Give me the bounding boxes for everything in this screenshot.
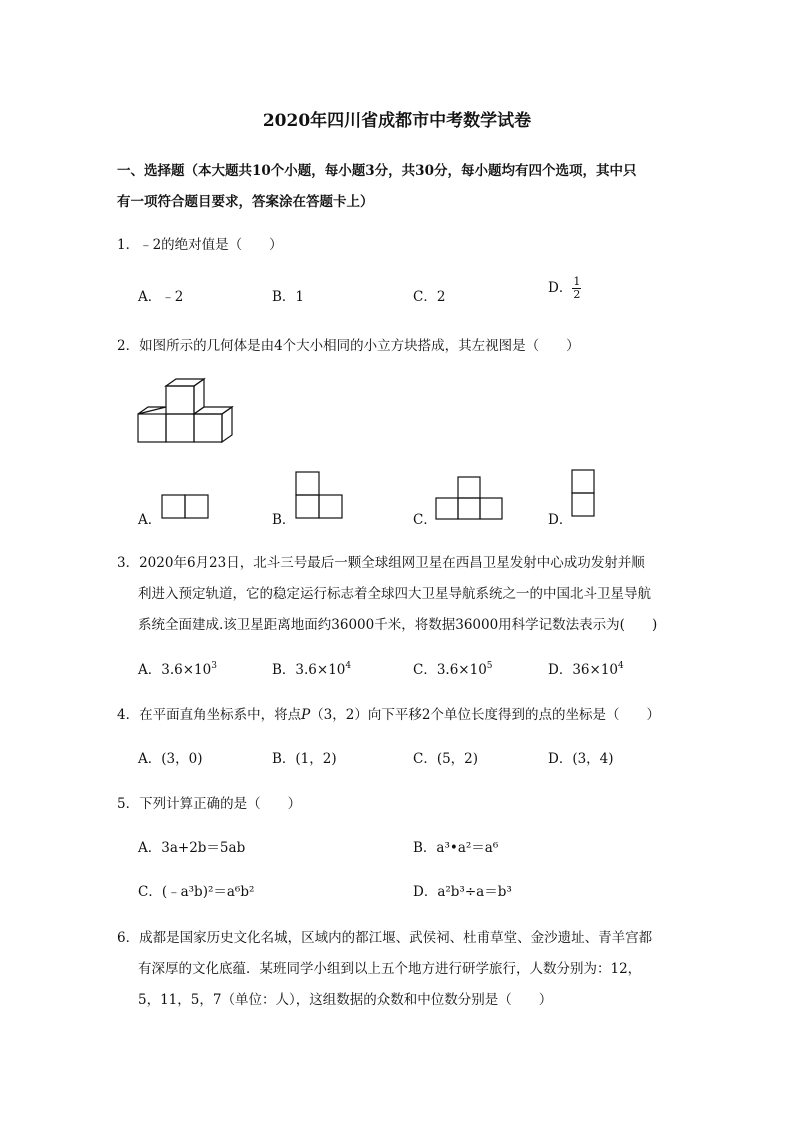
q3-option-d (548, 658, 624, 678)
q6-stem-line2: 有深厚的文化底蕴．某班同学小组到以上五个地方进行研学旅行，人数分别为：12， (138, 961, 642, 977)
q3-option-a-exponent: 3 (211, 661, 217, 671)
fraction-numerator: 1 (573, 275, 581, 288)
page-title: 2020年四川省成都市中考数学试卷 (262, 111, 532, 131)
fraction-denominator: 2 (573, 288, 581, 301)
q1-stem: 1．﹣2的绝对值是（ ） (117, 237, 283, 253)
q2-stem: 2．如图所示的几何体是由4个大小相同的小立方块搭成，其左视图是（ ） (117, 338, 580, 354)
q3-option-a (138, 658, 217, 678)
q3-option-c-exponent: 5 (486, 661, 493, 671)
q3-stem-line2: 利进入预定轨道，它的稳定运行标志着全球四大卫星导航系统之一的中国北斗卫星导航 (138, 586, 651, 602)
q4-option-d: D．(3，4) (548, 751, 614, 767)
q3-option-d-base: D．36×10 (548, 662, 618, 678)
section-heading-line2: 有一项符合题目要求，答案涂在答题卡上） (117, 194, 374, 210)
q3-stem-line3: 系统全面建成.该卫星距离地面约36000千米，将数据36000用科学记数法表示为( ) (138, 617, 658, 633)
q2-option-a-label: A． (138, 512, 162, 528)
q4-point-name: P (301, 707, 311, 723)
q4-option-c: C．(5，2) (413, 751, 479, 767)
q3-option-a-base: A．3.6×10 (138, 662, 212, 678)
q3-option-b-exponent: 4 (345, 661, 352, 671)
q3-option-b-base: B．3.6×10 (272, 662, 346, 678)
q4-stem-prefix: 4．在平面直角坐标系中，将点 (117, 707, 302, 723)
q5-option-a: A．3a+2b＝5ab (138, 840, 246, 856)
q4-option-a: A．(3，0) (138, 751, 203, 767)
q2-option-c-label: C． (413, 512, 437, 528)
q6-stem-line1: 6．成都是国家历史文化名城，区域内的都江堰、武侯祠、杜甫草堂、金沙遗址、青羊宫都 (117, 930, 653, 946)
q1-option-c: C．2 (413, 289, 446, 305)
q1-option-b: B．1 (272, 289, 305, 305)
q4-option-b: B．(1，2) (272, 751, 337, 767)
q3-option-c-base: C．3.6×10 (413, 662, 487, 678)
q5-stem: 5．下列计算正确的是（ ） (117, 796, 302, 812)
q5-option-b: B．a³•a²＝a⁶ (413, 840, 499, 856)
q5-option-c: C．(﹣a³b)²＝a⁶b² (138, 884, 255, 900)
q4-stem (117, 703, 660, 723)
q3-option-d-exponent: 4 (618, 661, 624, 671)
q3-stem-line1: 3．2020年6月23日，北斗三号最后一颗全球组网卫星在西昌卫星发射中心成功发射并顺 (117, 555, 645, 571)
q2-option-b-label: B． (272, 512, 296, 528)
q4-stem-suffix: （3，2）向下平移2个单位长度得到的点的坐标是（ ） (310, 707, 660, 723)
q5-option-d: D．a²b³÷a＝b³ (413, 884, 512, 900)
q6-stem-line3: 5，11，5，7（单位：人），这组数据的众数和中位数分别是（ ） (138, 992, 553, 1008)
section-heading-line1: 一、选择题（本大题共10个小题，每小题3分，共30分，每小题均有四个选项，其中只 (117, 163, 637, 179)
q3-option-c (413, 658, 493, 678)
q2-option-d-label: D． (548, 512, 573, 528)
q3-option-b (272, 658, 351, 678)
q1-option-a: A．﹣2 (138, 289, 184, 305)
q1-option-d-prefix: D． (548, 280, 573, 296)
